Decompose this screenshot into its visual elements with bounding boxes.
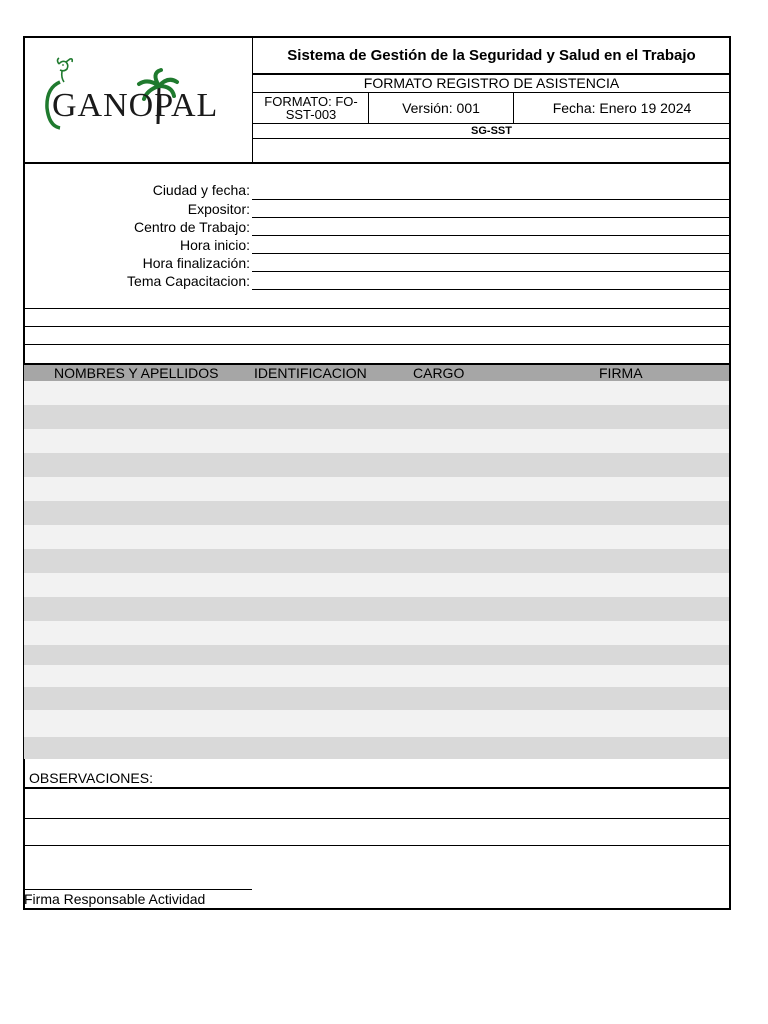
format-code: FORMATO: FO-SST-003 — [264, 94, 358, 122]
program-label: SG-SST — [471, 124, 512, 137]
table-row[interactable] — [24, 549, 729, 573]
table-row[interactable] — [24, 665, 729, 687]
divider — [23, 845, 731, 846]
table-row[interactable] — [24, 453, 729, 477]
divider — [252, 138, 730, 139]
table-row[interactable] — [24, 737, 729, 759]
column-header-signature: FIRMA — [599, 365, 643, 381]
column-header-names: NOMBRES Y APELLIDOS — [54, 365, 219, 381]
version-number: Versión: 001 — [402, 100, 480, 116]
column-header-position: CARGO — [413, 365, 465, 381]
training-topic-field[interactable] — [252, 272, 730, 289]
table-row[interactable] — [24, 477, 729, 501]
divider — [23, 787, 731, 789]
speaker-field[interactable] — [252, 200, 730, 217]
blank-line — [23, 308, 731, 309]
column-header-identification: IDENTIFICACION — [254, 365, 367, 381]
workplace-label: Centro de Trabajo: — [134, 219, 250, 235]
start-time-label: Hora inicio: — [179, 237, 250, 253]
table-row[interactable] — [24, 687, 729, 710]
issue-date: Fecha: Enero 19 2024 — [552, 100, 692, 116]
blank-line — [23, 326, 731, 327]
table-row[interactable] — [24, 381, 729, 405]
city-date-label: Ciudad y fecha: — [152, 182, 250, 198]
end-time-field[interactable] — [252, 254, 730, 271]
table-row[interactable] — [24, 525, 729, 549]
city-date-field[interactable] — [252, 181, 730, 199]
table-row[interactable] — [24, 573, 729, 597]
observations-label: OBSERVACIONES: — [29, 770, 153, 786]
speaker-label: Expositor: — [187, 201, 250, 217]
table-row[interactable] — [24, 405, 729, 429]
system-title: Sistema de Gestión de la Seguridad y Salud en el Trabajo — [287, 46, 696, 64]
signature-label: Firma Responsable Actividad — [24, 891, 206, 907]
table-row[interactable] — [24, 429, 729, 453]
start-time-field[interactable] — [252, 236, 730, 253]
observations-field[interactable] — [26, 790, 728, 844]
end-time-label: Hora finalización: — [142, 255, 250, 271]
divider — [23, 818, 731, 819]
field-underline — [252, 289, 730, 290]
workplace-field[interactable] — [252, 218, 730, 235]
training-topic-label: Tema Capacitacion: — [127, 273, 250, 289]
table-row[interactable] — [24, 501, 729, 525]
table-row[interactable] — [24, 597, 729, 621]
table-row[interactable] — [24, 621, 729, 645]
form-name: FORMATO REGISTRO DE ASISTENCIA — [363, 75, 620, 91]
signature-line — [24, 889, 252, 890]
logo-wordmark: GANOPAL — [52, 87, 219, 124]
blank-line — [23, 344, 731, 345]
table-row[interactable] — [24, 710, 729, 737]
company-logo — [40, 56, 219, 136]
header-bottom-border — [23, 162, 731, 164]
table-row[interactable] — [24, 645, 729, 665]
